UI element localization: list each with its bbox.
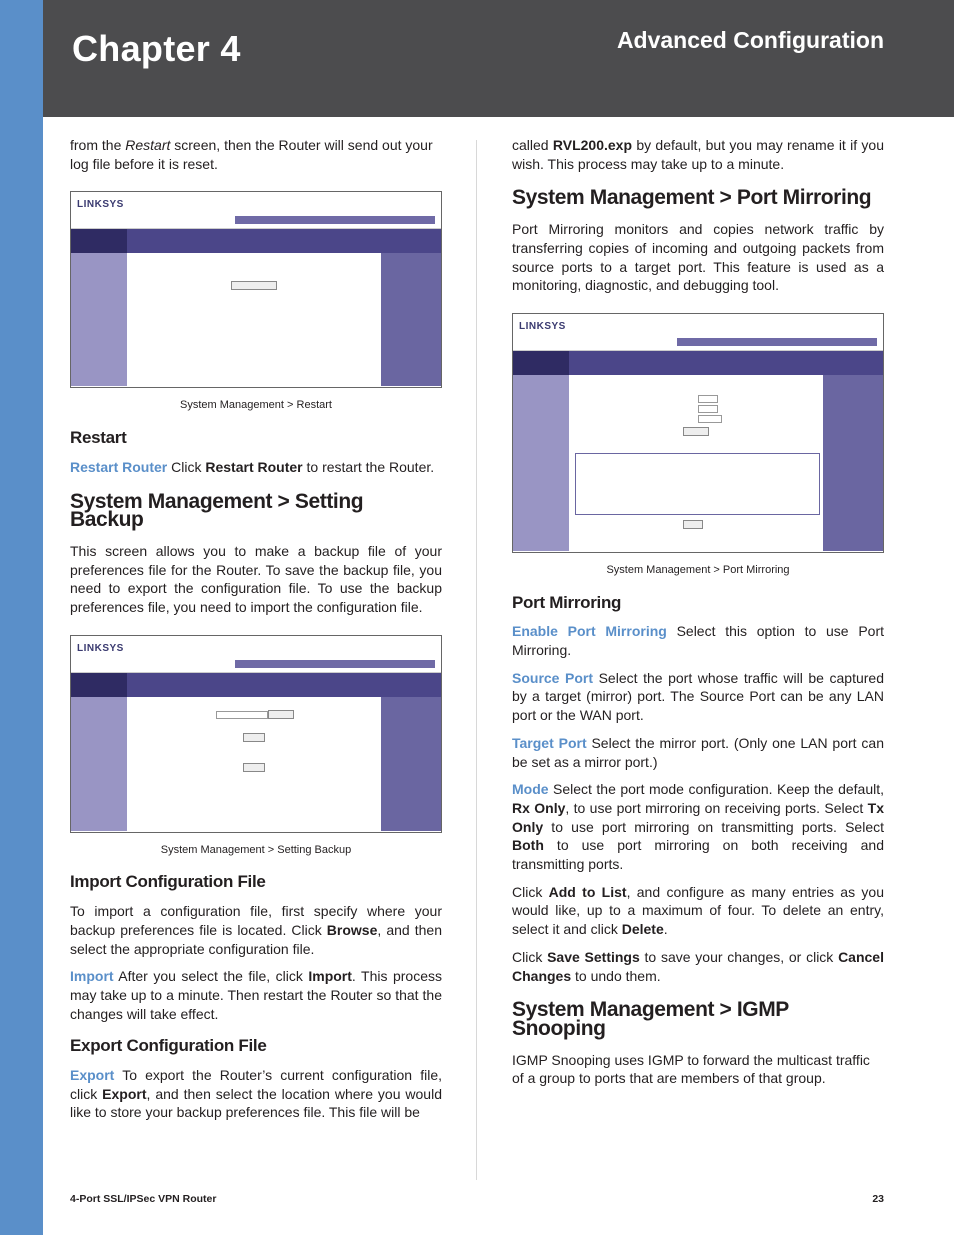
linksys-logo: LINKSYS <box>519 320 566 332</box>
heading-port-mirroring-section: System Management > Port Mirroring <box>512 186 872 210</box>
heading-port-mirroring: Port Mirroring <box>512 592 622 612</box>
import-paragraph-1: To import a configuration file, first specify where your backup preferences file is located. Click Browse, and then select the appropriate configuration file. <box>70 903 442 957</box>
igmp-paragraph: IGMP Snooping uses IGMP to forward the multicast traffic of a group to ports that are members of that group. <box>512 1051 870 1087</box>
linksys-logo: LINKSYS <box>77 642 124 654</box>
import-paragraph-2: Import After you select the file, click Import. This process may take up to a minute. Then restart the Router so that the changes will take effect. <box>70 968 442 1022</box>
source-paragraph: Source Port Select the port whose traffic will be captured by a target (mirror) port. The Source Port can be any LAN port or the WAN port. <box>512 669 884 724</box>
footer-product: 4-Port SSL/IPSec VPN Router <box>70 1193 217 1205</box>
right-column <box>512 136 884 1097</box>
heading-restart: Restart <box>70 428 127 448</box>
left-column <box>70 136 442 1131</box>
backup-screenshot <box>70 635 442 833</box>
side-color-bar <box>0 0 43 1235</box>
intro-paragraph: from the Restart screen, then the Router will send out your log file before it is reset. <box>70 137 433 172</box>
column-divider <box>476 140 477 1180</box>
enable-paragraph: Enable Port Mirroring Select this option to use Port Mirroring. <box>512 623 885 659</box>
chapter-title: Chapter 4 <box>72 28 241 69</box>
heading-import: Import Configuration File <box>70 872 266 892</box>
figure-caption: System Management > Setting Backup <box>160 843 352 856</box>
mode-paragraph: Mode Select the port mode configuration. Keep the default, Rx Only, to use port mirroring on receiving ports. Select Tx Only to use port mirroring on transmitting ports. Select Both to use port mirroring on both receiving and transmitting ports. <box>512 781 885 873</box>
figure-caption: System Management > Restart <box>180 399 332 412</box>
figure-caption: System Management > Port Mirroring <box>606 563 790 576</box>
mirror-intro-paragraph: Port Mirroring monitors and copies network traffic by transferring copies of incoming and outgoing packets from source ports to a target port. This feature is used as a monitoring, diagnostic, and debugging tool. <box>512 221 884 294</box>
heading-igmp-snooping: System Management > IGMP Snooping <box>512 998 789 1040</box>
restart-screenshot <box>70 191 442 388</box>
backup-paragraph: This screen allows you to make a backup file of your preferences file for the Router. To save the backup file, you need to export the configuration file. To use the backup preferences file, you need to import the configuration file. <box>70 542 442 616</box>
add-to-list-paragraph: Click Add to List, and configure as many entries as you would like, up to a maximum of four. To delete an entry, select it and click Delete. <box>512 883 884 938</box>
restart-router-button-image <box>231 281 277 290</box>
section-title: Advanced Configuration <box>616 27 884 53</box>
heading-export: Export Configuration File <box>70 1036 267 1056</box>
export-paragraph: Export To export the Router’s current configuration file, click Export, and then select the location where you would like to store your backup preferences file. This file will be <box>70 1067 442 1121</box>
footer-page-number: 23 <box>872 1193 884 1205</box>
save-paragraph: Click Save Settings to save your changes, or click Cancel Changes to undo them. <box>512 948 884 984</box>
port-mirroring-screenshot <box>512 313 884 553</box>
continuation-paragraph: called RVL200.exp by default, but you may rename it if you wish. This process may take up to a minute. <box>512 137 884 172</box>
linksys-logo: LINKSYS <box>77 199 124 211</box>
heading-setting-backup: System Management > Setting Backup <box>70 489 364 532</box>
restart-paragraph: Restart Router Click Restart Router to restart the Router. <box>70 458 435 475</box>
target-paragraph: Target Port Select the mirror port. (Only one LAN port can be set as a mirror port.) <box>512 734 884 770</box>
